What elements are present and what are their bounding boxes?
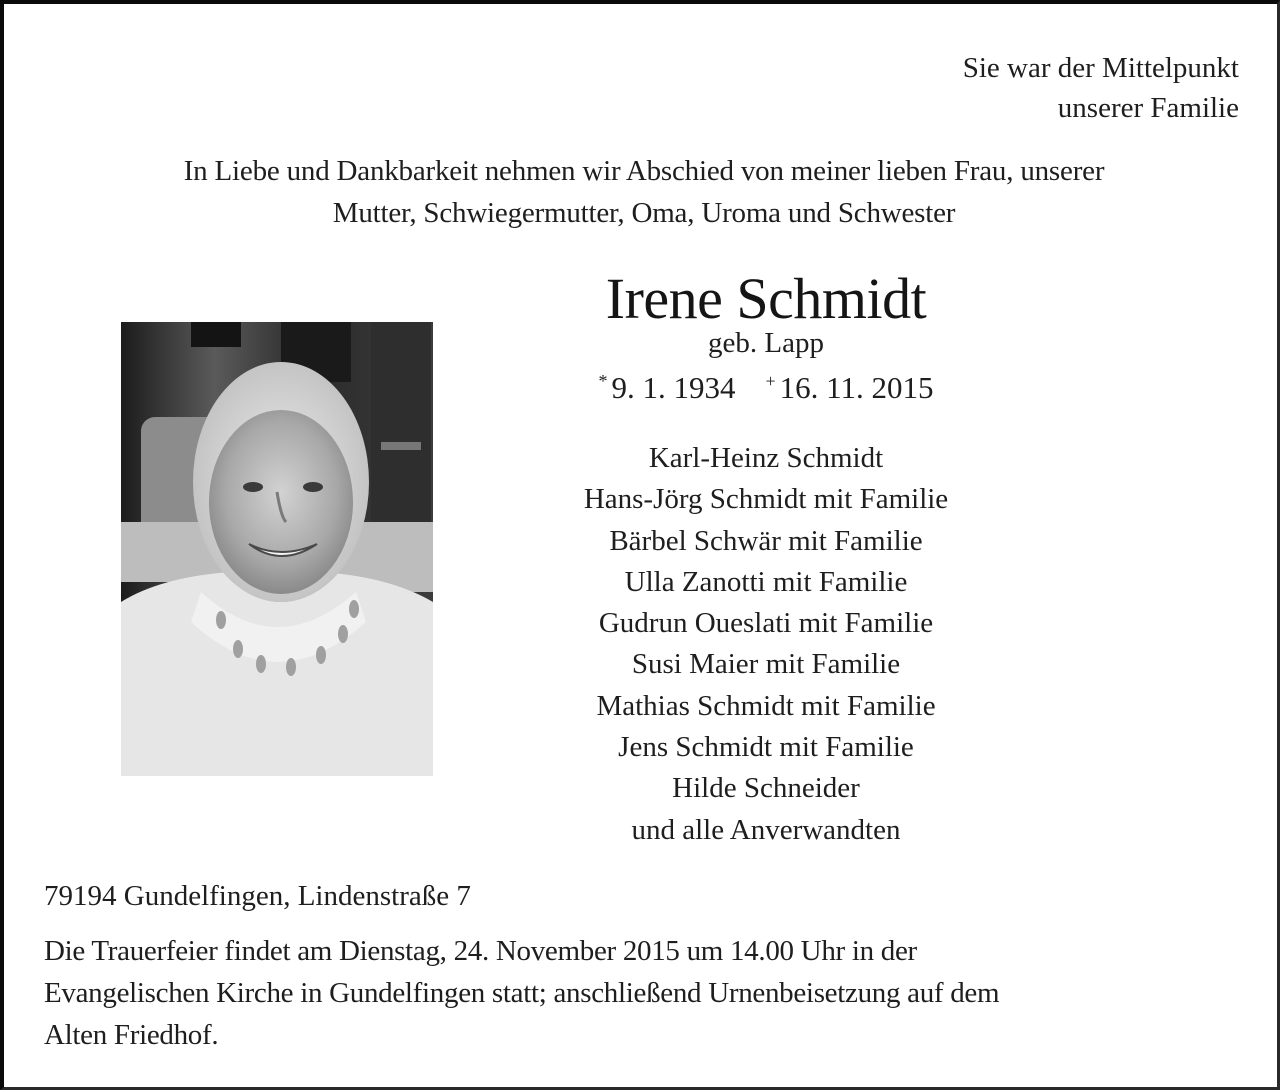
mourner-item: Gudrun Oueslati mit Familie <box>598 607 934 640</box>
motto-line-1: Sie war der Mittelpunkt <box>962 52 1239 84</box>
intro-line-1: In Liebe und Dankbarkeit nehmen wir Abschied von meiner lieben Frau, unserer <box>183 155 1105 187</box>
portrait-photo <box>121 322 433 776</box>
birth-star-icon: * <box>598 370 608 391</box>
service-line-2: Evangelischen Kirche in Gundelfingen statt; anschließend Urnenbeisetzung auf dem <box>44 977 1000 1009</box>
family-address: 79194 Gundelfingen, Lindenstraße 7 <box>44 880 471 912</box>
life-dates <box>544 370 988 406</box>
deceased-block <box>544 266 988 406</box>
mourner-item: Hans-Jörg Schmidt mit Familie <box>583 483 949 516</box>
intro-text <box>44 150 1244 234</box>
mourner-item: Jens Schmidt mit Familie <box>618 731 914 764</box>
mourner-item: Mathias Schmidt mit Familie <box>596 689 936 722</box>
maiden-name: geb. Lapp <box>708 327 824 359</box>
mourner-item: Bärbel Schwär mit Familie <box>609 524 923 557</box>
portrait-image-icon <box>121 322 433 776</box>
motto-line-2: unserer Familie <box>1057 92 1239 124</box>
motto <box>963 48 1239 128</box>
mourner-item: Karl-Heinz Schmidt <box>648 442 884 474</box>
deceased-name: Irene Schmidt <box>605 266 927 331</box>
mourner-item: Hilde Schneider <box>672 772 860 805</box>
death-cross-icon: + <box>765 370 776 391</box>
mourner-item: Susi Maier mit Familie <box>631 648 901 681</box>
service-line-3: Alten Friedhof. <box>44 1019 219 1051</box>
mourners-list <box>524 438 1008 851</box>
service-line-1: Die Trauerfeier findet am Dienstag, 24. November 2015 um 14.00 Uhr in der <box>44 935 917 967</box>
funeral-service-info <box>44 930 1244 1056</box>
intro-line-2: Mutter, Schwiegermutter, Oma, Uroma und Schwester <box>332 197 956 229</box>
death-date: 16. 11. 2015 <box>779 370 934 405</box>
birth-date: 9. 1. 1934 <box>611 370 736 405</box>
mourner-item: und alle Anverwandten <box>631 813 901 846</box>
mourner-item: Ulla Zanotti mit Familie <box>624 565 908 598</box>
